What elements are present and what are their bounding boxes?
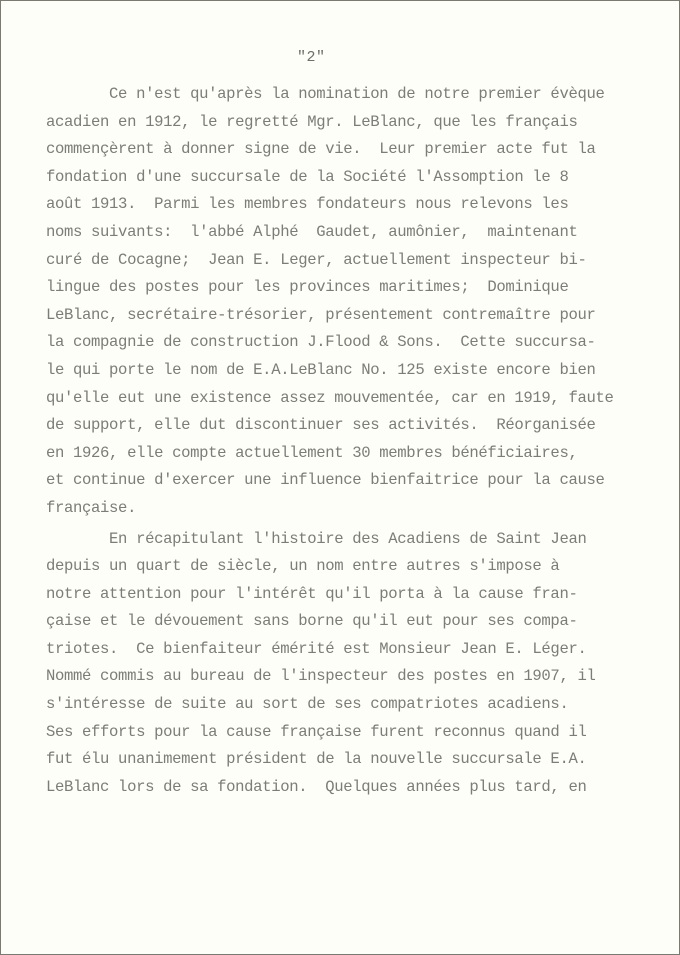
text-line: s'intéresse de suite au sort de ses compatriotes acadiens. xyxy=(46,695,569,714)
text-line: En récapitulant l'histoire des Acadiens de Saint Jean xyxy=(46,529,587,548)
text-line: notre attention pour l'intérêt qu'il porta à la cause fran- xyxy=(46,584,578,603)
text-line: LeBlanc lors de sa fondation. Quelques années plus tard, en xyxy=(46,777,587,796)
text-line: la compagnie de construction J.Flood & Sons. Cette succursa- xyxy=(46,333,596,352)
text-line: en 1926, elle compte actuellement 30 membres bénéficiaires, xyxy=(46,443,578,462)
text-line: LeBlanc, secrétaire-trésorier, présentement contremaître pour xyxy=(46,305,596,324)
text-line: Ce n'est qu'après la nomination de notre premier évèque xyxy=(46,85,605,103)
text-line: de support, elle dut discontinuer ses activités. Réorganisée xyxy=(46,416,596,435)
text-line: çaise et le dévouement sans borne qu'il eut pour ses compa- xyxy=(46,612,578,631)
text-line: Nommé commis au bureau de l'inspecteur des postes en 1907, il xyxy=(46,667,596,686)
text-line: Ses efforts pour la cause française furent reconnus quand il xyxy=(46,722,587,741)
text-line: commençèrent à donner signe de vie. Leur premier acte fut la xyxy=(46,140,596,159)
paragraph-1 xyxy=(46,81,646,523)
text-line: août 1913. Parmi les membres fondateurs nous relevons les xyxy=(46,195,569,214)
text-line: française. xyxy=(46,498,137,517)
text-line: curé de Cocagne; Jean E. Leger, actuellement inspecteur bi- xyxy=(46,250,587,269)
paragraph-2 xyxy=(46,526,646,802)
text-line: triotes. Ce bienfaiteur émérité est Monsieur Jean E. Léger. xyxy=(46,639,587,658)
text-line: fut élu unanimement président de la nouvelle succursale E.A. xyxy=(46,750,587,769)
text-line: noms suivants: l'abbé Alphé Gaudet, aumônier, maintenant xyxy=(46,222,578,241)
text-line: et continue d'exercer une influence bienfaitrice pour la cause xyxy=(46,471,605,490)
text-line: le qui porte le nom de E.A.LeBlanc No. 125 existe encore bien xyxy=(46,360,596,379)
page-number: "2" xyxy=(297,49,326,66)
document-body xyxy=(46,81,646,801)
text-line: lingue des postes pour les provinces maritimes; Dominique xyxy=(46,278,569,297)
text-line: depuis un quart de siècle, un nom entre autres s'impose à xyxy=(46,557,560,576)
text-line: qu'elle eut une existence assez mouvementée, car en 1919, faute xyxy=(46,388,614,407)
text-line: fondation d'une succursale de la Société l'Assomption le 8 xyxy=(46,167,569,186)
text-line: acadien en 1912, le regretté Mgr. LeBlanc, que les français xyxy=(46,112,578,131)
